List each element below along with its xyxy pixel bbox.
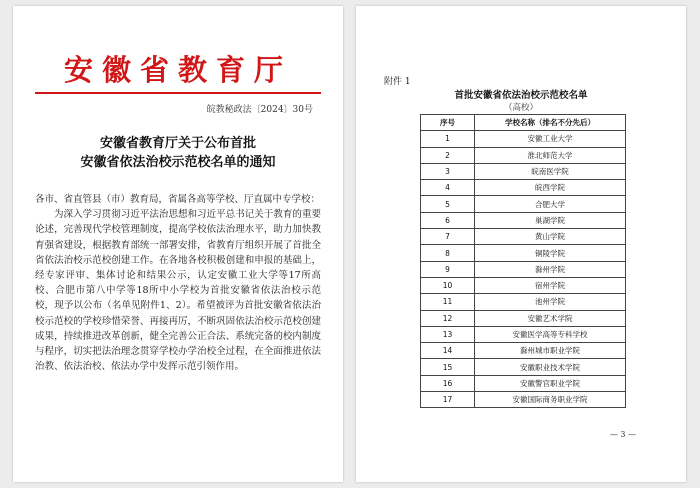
- list-subtitle: （高校）: [503, 103, 538, 113]
- school-name: 合肥大学: [475, 196, 626, 212]
- document-title-line2: 安徽省依法治校示范校名单的通知: [80, 155, 276, 170]
- document-page-left: [13, 6, 343, 482]
- school-name: 巢湖学院: [475, 212, 626, 228]
- school-name: 安徽医学高等专科学校: [475, 326, 626, 342]
- school-name: 安徽工业大学: [475, 131, 626, 147]
- addressee: 各市、省直管县（市）教育局，省属各高等学校、厅直属中专学校：: [35, 194, 321, 205]
- table-row: [421, 261, 626, 277]
- table-row: [421, 212, 626, 228]
- page-number: — 3 —: [609, 430, 636, 439]
- school-name: 黄山学院: [475, 229, 626, 245]
- row-number: 11: [421, 294, 475, 310]
- row-number: 12: [421, 310, 475, 326]
- row-number: 9: [421, 261, 475, 277]
- document-body: [35, 192, 321, 374]
- table-row: [421, 196, 626, 212]
- column-header-name: 学校名称（排名不分先后）: [475, 115, 626, 131]
- school-name: 皖南医学院: [475, 163, 626, 179]
- table-row: [421, 229, 626, 245]
- table-row: [421, 277, 626, 293]
- school-name: 安徽警官职业学院: [475, 375, 626, 391]
- document-page-right: [356, 6, 686, 482]
- school-name: 安徽国际商务职业学院: [475, 392, 626, 408]
- table-row: [421, 294, 626, 310]
- red-divider-line: [35, 92, 321, 94]
- school-name: 皖西学院: [475, 180, 626, 196]
- row-number: 16: [421, 375, 475, 391]
- row-number: 5: [421, 196, 475, 212]
- school-name: 淮北师范大学: [475, 147, 626, 163]
- school-name: 安徽艺术学院: [475, 310, 626, 326]
- row-number: 6: [421, 212, 475, 228]
- table-row: [421, 310, 626, 326]
- row-number: 15: [421, 359, 475, 375]
- school-name: 安徽职业技术学院: [475, 359, 626, 375]
- table-row: [421, 359, 626, 375]
- document-number: 皖教秘政法〔2024〕30号: [206, 105, 313, 115]
- table-row: [421, 343, 626, 359]
- row-number: 17: [421, 392, 475, 408]
- table-row: [421, 392, 626, 408]
- table-row: [421, 375, 626, 391]
- row-number: 8: [421, 245, 475, 261]
- table-row: [421, 131, 626, 147]
- row-number: 2: [421, 147, 475, 163]
- table-header-row: [421, 115, 626, 131]
- table-row: [421, 147, 626, 163]
- masthead-title: 安徽省教育厅: [63, 53, 292, 87]
- row-number: 4: [421, 180, 475, 196]
- document-title-line1: 安徽省教育厅关于公布首批: [99, 136, 256, 151]
- school-name: 铜陵学院: [475, 245, 626, 261]
- column-header-no: 序号: [421, 115, 475, 131]
- document-title: [13, 134, 343, 172]
- row-number: 1: [421, 131, 475, 147]
- table-row: [421, 163, 626, 179]
- row-number: 10: [421, 277, 475, 293]
- school-name: 滁州学院: [475, 261, 626, 277]
- table-row: [421, 245, 626, 261]
- table-row: [421, 326, 626, 342]
- row-number: 13: [421, 326, 475, 342]
- list-title: 首批安徽省依法治校示范校名单: [454, 90, 588, 101]
- row-number: 3: [421, 163, 475, 179]
- school-name: 滁州城市职业学院: [475, 343, 626, 359]
- school-name: 池州学院: [475, 294, 626, 310]
- school-list-table: [420, 114, 626, 408]
- school-name: 宿州学院: [475, 277, 626, 293]
- row-number: 7: [421, 229, 475, 245]
- row-number: 14: [421, 343, 475, 359]
- body-paragraph: 为深入学习贯彻习近平法治思想和习近平总书记关于教育的重要论述，完善现代学校管理制度，提高学校依法治理水平，助力加快教育强省建设，根据教育部统一部署安排，省教育厅组织开展了首批全省依法治校示范校创建工作。在各地各校积极创建和申报的基础上，经专家评审、集体讨论和结果公示，认定安徽工业大学等17所高校、合肥市第八中学等18所中小学校为首批安徽省依法治校示范校，现予以公布（名单见附件1、2）。希望被评为首批安徽省依法治校示范校的学校珍惜荣誉、再接再厉，不断巩固依法治校示范校创建成果，持续推进改革创新，健全完善公正合法、系统完备的校内制度与程序，切实把法治理念贯穿学校办学治校全过程，在全面推进依法治教、依法治校、依法办学中发挥示范引领作用。: [35, 209, 321, 373]
- table-row: [421, 180, 626, 196]
- attachment-label: 附件 1: [384, 77, 411, 87]
